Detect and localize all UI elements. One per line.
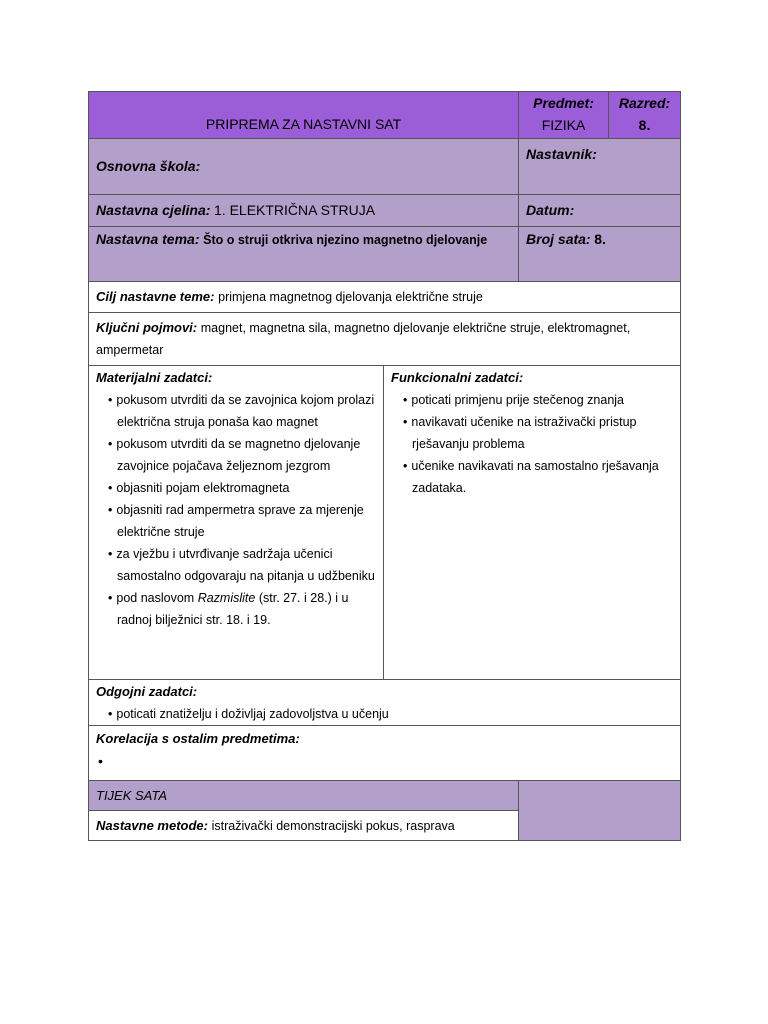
lesson-flow-side-cell xyxy=(519,781,681,841)
grade-value: 8. xyxy=(638,117,651,133)
correlation-bullet: • xyxy=(98,753,103,769)
list-item: • poticati primjenu prije stečenog znanja xyxy=(403,389,673,411)
list-item: • za vježbu i utvrđivanje sadržaja učenici samostalno odgovaraju na pitanja u udžbeniku xyxy=(108,543,376,587)
lesson-number-label: Broj sata: xyxy=(526,231,591,247)
functional-tasks-label: Funkcionalni zadatci: xyxy=(391,370,524,385)
lesson-flow-cell xyxy=(89,781,519,811)
goal-label: Cilj nastavne teme: xyxy=(96,289,215,304)
key-terms-cell xyxy=(89,313,681,366)
methods-label: Nastavne metode: xyxy=(96,817,208,833)
educational-tasks-label: Odgojni zadatci: xyxy=(96,684,198,699)
school-label: Osnovna škola: xyxy=(96,158,201,174)
key-terms-label: Ključni pojmovi: xyxy=(96,320,198,335)
teacher-label: Nastavnik: xyxy=(526,146,597,162)
list-item: • učenike navikavati na samostalno rješavanja zadataka. xyxy=(403,455,673,499)
list-item: • pokusom utvrditi da se zavojnica kojom prolazi električna struja ponaša kao magnet xyxy=(108,389,376,433)
school-cell xyxy=(89,139,519,195)
unit-cell xyxy=(89,195,519,227)
date-cell xyxy=(519,195,681,227)
topic-label: Nastavna tema: xyxy=(96,231,200,247)
unit-label: Nastavna cjelina: xyxy=(96,202,211,218)
educational-tasks-cell xyxy=(89,680,681,726)
educational-tasks-list xyxy=(96,703,673,725)
lesson-number-value: 8. xyxy=(594,231,606,247)
lesson-plan-table xyxy=(88,91,681,841)
teacher-cell xyxy=(519,139,681,195)
lesson-flow-label: TIJEK SATA xyxy=(96,787,168,803)
list-item: • objasniti rad ampermetra sprave za mjerenje električne struje xyxy=(108,499,376,543)
book-section-title: Razmislite xyxy=(197,591,256,605)
functional-tasks-cell xyxy=(384,366,681,680)
key-terms-value: magnet, magnetna sila, magnetno djelovanje električne struje, elektromagnet, ampermetar xyxy=(96,321,631,357)
subject-cell xyxy=(519,92,609,139)
date-label: Datum: xyxy=(526,202,575,218)
material-tasks-cell xyxy=(89,366,384,680)
goal-cell xyxy=(89,282,681,313)
material-tasks-label: Materijalni zadatci: xyxy=(96,370,213,385)
topic-cell xyxy=(89,227,519,282)
functional-tasks-list xyxy=(391,389,673,499)
grade-cell xyxy=(609,92,681,139)
goal-value: primjena magnetnog djelovanja električne struje xyxy=(218,290,483,304)
methods-value: istraživački demonstracijski pokus, rasprava xyxy=(211,818,455,833)
lesson-number-cell xyxy=(519,227,681,282)
grade-label: Razred: xyxy=(618,95,671,111)
list-item: • poticati znatiželju i doživljaj zadovoljstva u učenju xyxy=(108,703,673,725)
document-title: PRIPREMA ZA NASTAVNI SAT xyxy=(89,92,519,139)
subject-label: Predmet: xyxy=(533,95,594,111)
correlation-cell xyxy=(89,726,681,781)
correlation-label: Korelacija s ostalim predmetima: xyxy=(96,731,300,746)
list-item: • objasniti pojam elektromagneta xyxy=(108,477,376,499)
unit-value: 1. ELEKTRIČNA STRUJA xyxy=(214,202,376,218)
list-item: • navikavati učenike na istraživački pristup rješavanju problema xyxy=(403,411,673,455)
list-item-last: • pod naslovom Razmislite (str. 27. i 28.) i u radnoj bilježnici str. 18. i 19. xyxy=(108,587,376,631)
material-tasks-list xyxy=(96,389,376,631)
list-item: • pokusom utvrditi da se magnetno djelovanje zavojnice pojačava željeznom jezgrom xyxy=(108,433,376,477)
topic-value: Što o struji otkriva njezino magnetno djelovanje xyxy=(203,233,488,247)
lesson-plan-sheet xyxy=(88,91,680,841)
subject-value: FIZIKA xyxy=(541,117,586,133)
methods-cell xyxy=(89,811,519,841)
